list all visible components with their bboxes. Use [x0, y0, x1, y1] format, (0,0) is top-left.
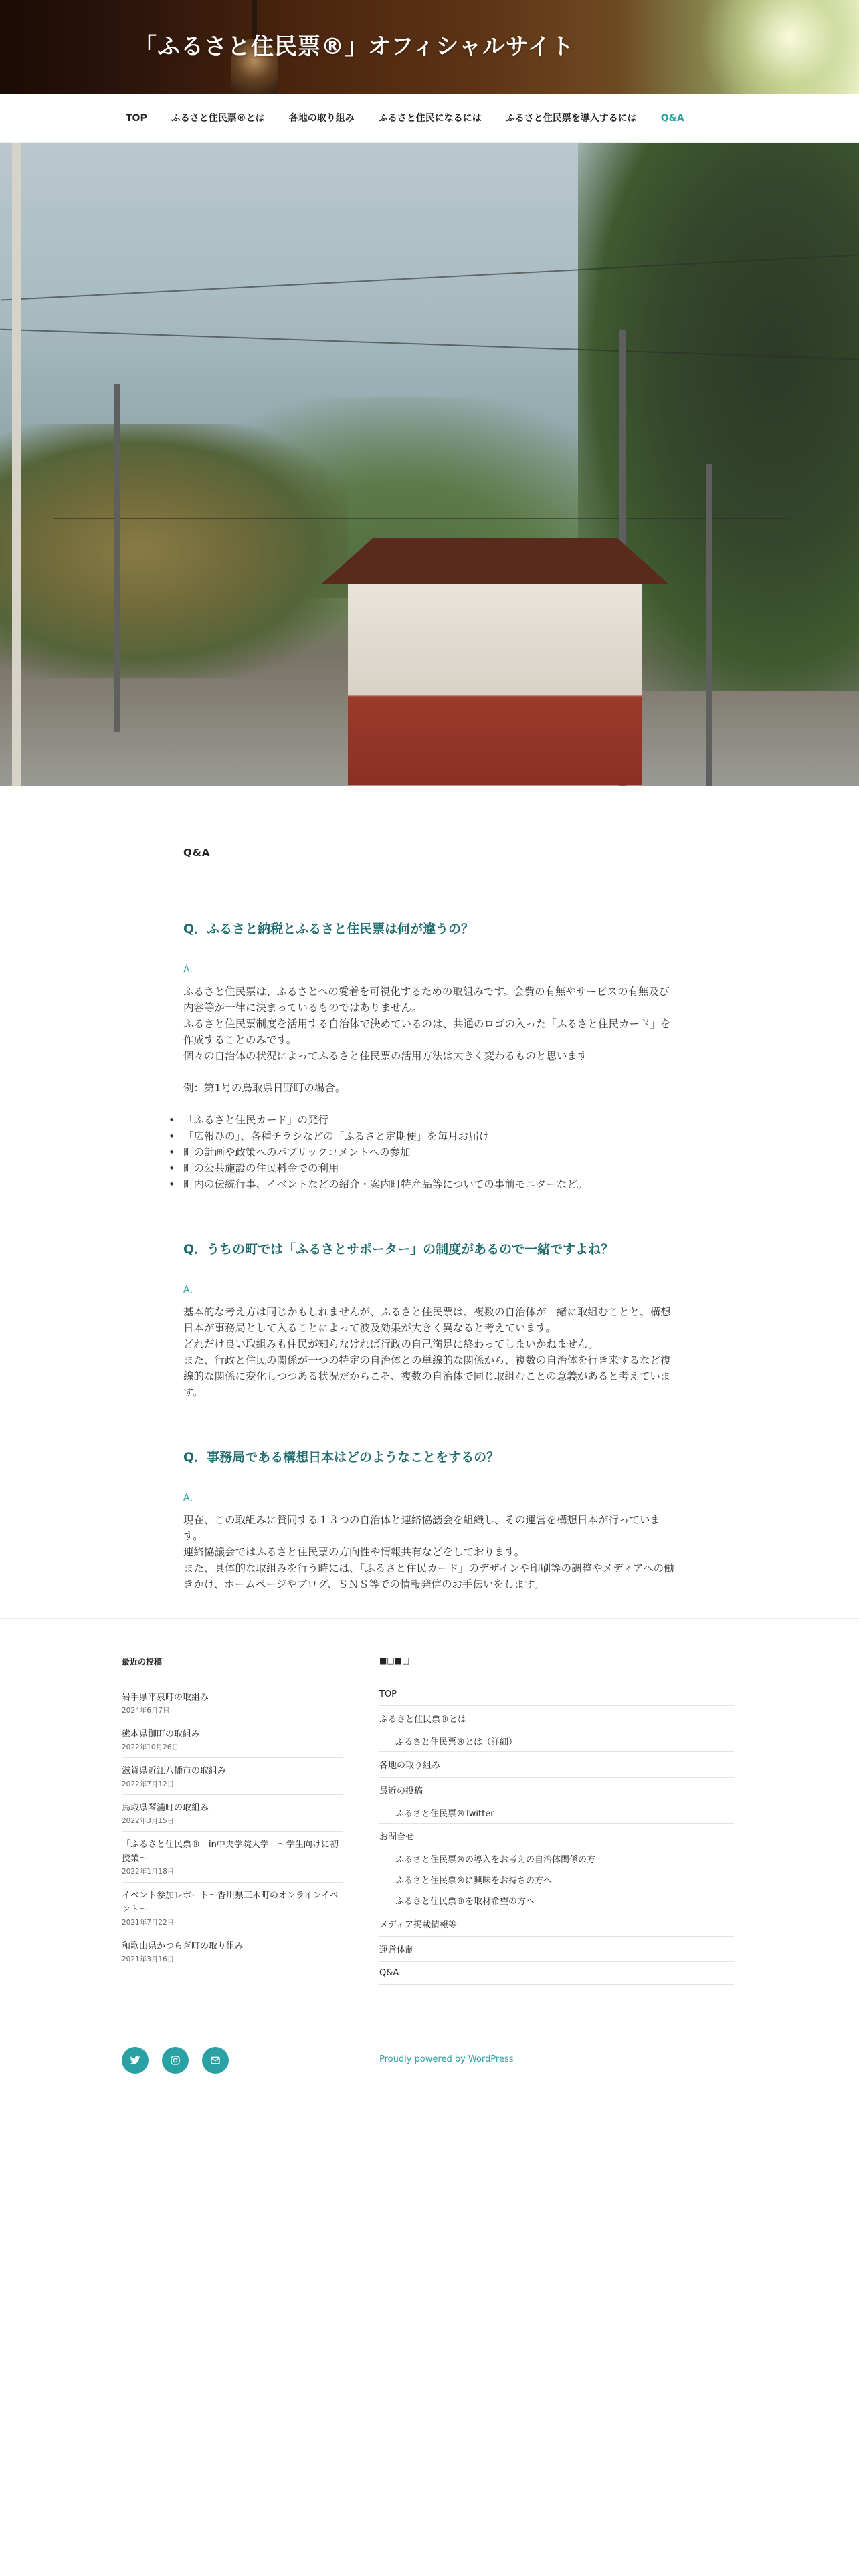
list-item	[122, 1685, 343, 1721]
qa-item	[183, 1447, 676, 1592]
list-item: • 町の公共施設の住民料金での利用	[183, 1160, 676, 1176]
nav-item-initiatives[interactable]: 各地の取り組み	[288, 113, 355, 124]
hero-pole	[12, 143, 21, 786]
recent-post-link[interactable]: イベント参加レポート〜香川県三木町のオンラインイベント〜	[122, 1891, 339, 1915]
nav-item-about[interactable]: ふるさと住民票®とは	[171, 113, 265, 124]
site-footer	[0, 1618, 859, 2064]
footer-menu-item-contact-interested[interactable]: ふるさと住民票®に興味をお持ちの方へ	[395, 1876, 553, 1886]
hero-pole	[706, 464, 712, 786]
recent-post-date: 2022年7月12日	[122, 1780, 175, 1788]
list-item	[122, 1758, 343, 1795]
qa-bullet-list	[183, 1112, 676, 1192]
nav-item-qa[interactable]: Q&A	[660, 113, 684, 124]
hero-shelter-roof	[321, 538, 669, 584]
footer-menu-item-media[interactable]: メディア掲載情報等	[379, 1911, 734, 1936]
instagram-button[interactable]	[162, 2047, 189, 2074]
widget-title: 最近の投稿	[122, 1657, 163, 1667]
qa-answer-label: A．	[183, 964, 199, 975]
qa-item	[183, 1239, 676, 1400]
qa-answer-text: 基本的な考え方は同じかもしれませんが、ふるさと住民票は、複数の自治体が一緒に取組むことと、構想日本が事務局として入ることによって波及効果が大きく異なると考えています。	[183, 1306, 671, 1334]
qa-answer-text: 連絡協議会ではふるさと住民票の方向性や情報共有などをしております。	[183, 1546, 525, 1558]
instagram-icon	[170, 2055, 181, 2066]
list-item: • 「ふるさと住民カード」の発行	[183, 1112, 676, 1128]
recent-post-date: 2021年7月22日	[122, 1919, 175, 1927]
footer-menu-item-recent[interactable]: 最近の投稿	[379, 1777, 734, 1802]
qa-example-text: 例：第1号の鳥取県日野町の場合。	[183, 1082, 346, 1094]
list-item	[122, 1933, 343, 1969]
recent-post-date: 2022年1月18日	[122, 1868, 175, 1876]
hero-trees-left	[0, 424, 348, 678]
qa-answer-text: 現在、この取組みに賛同する１３つの自治体と連絡協議会を組織し、その運営を構想日本が行っています。	[183, 1514, 661, 1542]
qa-answer-text: また、具体的な取組みを行う時には、「ふるさと住民カード」のデザインや印刷等の調整やメディアへの働きかけ、ホームページやブログ、ＳＮＳ等での情報発信のお手伝いをします。	[183, 1562, 674, 1590]
nav-item-introduce[interactable]: ふるさと住民票を導入するには	[505, 113, 637, 124]
main-content	[183, 786, 676, 1592]
footer-menu-item-top[interactable]: TOP	[379, 1683, 734, 1705]
twitter-icon	[130, 2055, 140, 2066]
nav-item-become-resident[interactable]: ふるさと住民になるには	[378, 113, 482, 124]
footer-menu-item-twitter[interactable]: ふるさと住民票®Twitter	[395, 1809, 494, 1819]
main-navigation	[0, 94, 859, 143]
qa-answer-text: 個々の自治体の状況によってふるさと住民票の活用方法は大きく変わるものと思います	[183, 1050, 588, 1062]
qa-answer-label: A．	[183, 1493, 199, 1503]
footer-menu-item-organization[interactable]: 運営体制	[379, 1936, 734, 1961]
footer-menu-widget	[379, 1656, 734, 1985]
recent-posts-widget	[122, 1656, 343, 1969]
qa-answer-text: どれだけ良い取組みも住民が知らなければ行政の自己満足に終わってしまいかねません。	[183, 1338, 599, 1350]
footer-menu-item-about-detail[interactable]: ふるさと住民票®とは（詳細）	[395, 1737, 518, 1747]
footer-menu-item-contact-media[interactable]: ふるさと住民票®を取材希望の方へ	[395, 1897, 535, 1907]
footer-menu-item-contact-municipal[interactable]: ふるさと住民票®の導入をお考えの自治体関係の方	[395, 1855, 596, 1865]
site-title[interactable]: 「ふるさと住民票®」オフィシャルサイト	[134, 33, 575, 60]
qa-answer-text: また、行政と住民の関係が一つの特定の自治体との単線的な関係から、複数の自治体を行き来するなど複線的な関係に変化しつつある状況だからこそ、複数の自治体で同じ取組むことの意義があると考えています。	[183, 1354, 671, 1398]
list-item	[122, 1721, 343, 1758]
recent-post-link[interactable]: 岩手県平泉町の取組み	[122, 1693, 209, 1703]
widget-title: ■□■□	[379, 1656, 410, 1665]
qa-item	[183, 919, 676, 1192]
nav-item-top[interactable]: TOP	[126, 113, 147, 124]
list-item: • 町内の伝統行事、イベントなどの紹介・案内町特産品等についての事前モニターなど。	[183, 1176, 676, 1192]
mail-icon	[210, 2055, 221, 2066]
hero-station-image	[0, 143, 859, 786]
powered-by-link[interactable]: Proudly powered by WordPress	[379, 2054, 514, 2064]
qa-answer-text: ふるさと住民票制度を活用する自治体で決めているのは、共通のロゴの入った「ふるさと住民カード」を作成することのみです。	[183, 1018, 671, 1046]
recent-post-link[interactable]: 熊本県御町の取組み	[122, 1729, 201, 1739]
hero-pole	[114, 384, 120, 732]
qa-question: Q．ふるさと納税とふるさと住民票は何が違うの？	[183, 922, 474, 936]
hero-shelter	[348, 584, 642, 785]
qa-answer-label: A．	[183, 1285, 199, 1295]
recent-post-link[interactable]: 滋賀県近江八幡市の取組み	[122, 1766, 227, 1776]
footer-menu-item-qa[interactable]: Q&A	[379, 1961, 734, 1985]
hero-wire	[54, 518, 789, 519]
footer-menu-item-about[interactable]: ふるさと住民票®とは	[379, 1705, 734, 1731]
social-links	[122, 2047, 229, 2074]
recent-post-link[interactable]: 「ふるさと住民票®」in中央学院大学 〜学生向けに初授業〜	[122, 1840, 339, 1864]
list-item: • 「広報ひの」、各種チラシなどの「ふるさと定期便」を毎月お届け	[183, 1128, 676, 1144]
header-foliage-image	[685, 0, 859, 94]
qa-answer-text: ふるさと住民票は、ふるさとへの愛着を可視化するための取組みです。会費の有無やサービスの有無及び内容等が一律に決まっているものではありません。	[183, 986, 670, 1014]
list-item	[122, 1795, 343, 1832]
qa-question: Q．事務局である構想日本はどのようなことをするの？	[183, 1450, 500, 1465]
footer-menu-item-contact[interactable]: お問合せ	[379, 1823, 734, 1848]
site-header	[0, 0, 859, 94]
twitter-button[interactable]	[122, 2047, 149, 2074]
recent-post-date: 2022年3月15日	[122, 1817, 175, 1825]
recent-post-link[interactable]: 鳥取県琴浦町の取組み	[122, 1803, 209, 1813]
list-item	[122, 1883, 343, 1933]
mail-button[interactable]	[202, 2047, 229, 2074]
list-item	[122, 1832, 343, 1883]
recent-post-date: 2021年3月16日	[122, 1955, 175, 1963]
list-item: • 町の計画や政策へのパブリックコメントへの参加	[183, 1144, 676, 1160]
recent-post-date: 2024年6月7日	[122, 1707, 170, 1715]
recent-post-date: 2022年10月26日	[122, 1743, 179, 1751]
footer-menu-item-initiatives[interactable]: 各地の取り組み	[379, 1751, 734, 1777]
recent-post-link[interactable]: 和歌山県かつらぎ町の取り組み	[122, 1941, 244, 1951]
page-title: Q&A	[183, 847, 211, 859]
qa-question: Q．うちの町では「ふるさとサポーター」の制度があるので一緒ですよね？	[183, 1242, 614, 1257]
